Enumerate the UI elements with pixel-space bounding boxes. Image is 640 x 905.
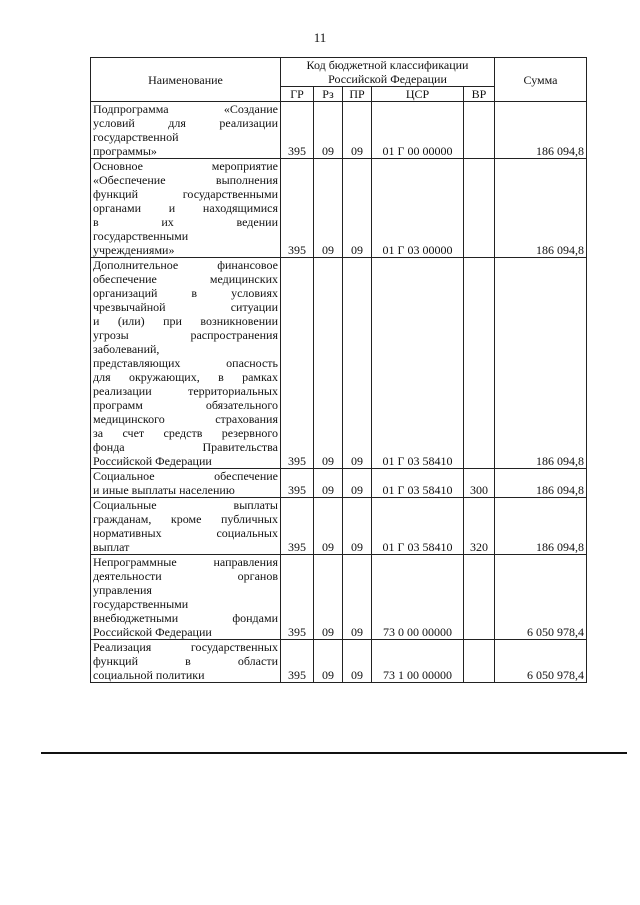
row-name-line: угрозы распространения (93, 328, 278, 342)
cell-pr: 09 (343, 258, 372, 469)
cell-pr: 09 (343, 555, 372, 640)
cell-csr: 01 Г 03 58410 (372, 498, 464, 555)
row-name-line: Непрограммные направления (93, 555, 278, 569)
row-name-line: заболеваний, (93, 342, 160, 356)
row-name-line: Дополнительное финансовое (93, 258, 278, 272)
row-name-line: управления (93, 583, 152, 597)
row-name-line: Российской Федерации (93, 625, 212, 639)
row-name-line: государственными (93, 597, 189, 611)
cell-vr (464, 159, 495, 258)
bottom-rule (41, 752, 627, 754)
row-name-line: учреждениями» (93, 243, 175, 257)
row-name (91, 102, 281, 159)
cell-pr: 09 (343, 102, 372, 159)
table-row (91, 258, 587, 469)
row-name (91, 469, 281, 498)
row-name-line: нормативных социальных (93, 526, 278, 540)
cell-sum: 186 094,8 (495, 102, 587, 159)
cell-gr: 395 (281, 102, 314, 159)
cell-rz: 09 (314, 469, 343, 498)
row-name (91, 498, 281, 555)
row-name (91, 555, 281, 640)
cell-csr: 01 Г 03 00000 (372, 159, 464, 258)
row-name-line: в их ведении (93, 215, 278, 229)
cell-gr: 395 (281, 498, 314, 555)
row-name-line: Основное мероприятие (93, 159, 278, 173)
row-name-line: обеспечение медицинских (93, 272, 278, 286)
row-name-line: социальной политики (93, 668, 205, 682)
cell-rz: 09 (314, 102, 343, 159)
cell-gr: 395 (281, 469, 314, 498)
row-name-line: чрезвычайной ситуации (93, 300, 278, 314)
cell-gr: 395 (281, 555, 314, 640)
cell-pr: 09 (343, 159, 372, 258)
row-name (91, 159, 281, 258)
table-row (91, 159, 587, 258)
header-code-group: Код бюджетной классификации Российской Федерации (281, 58, 495, 87)
row-name-line: Социальное обеспечение (93, 469, 278, 483)
row-name-line: за счет средств резервного (93, 426, 278, 440)
table-body (91, 102, 587, 683)
header-sum: Сумма (495, 58, 587, 102)
cell-sum: 186 094,8 (495, 469, 587, 498)
row-name-line: программы» (93, 144, 157, 158)
cell-csr: 73 0 00 00000 (372, 555, 464, 640)
row-name-line: Российской Федерации (93, 454, 212, 468)
row-name-line: и иные выплаты населению (93, 483, 235, 497)
row-name-line: «Обеспечение выполнения (93, 173, 278, 187)
row-name-line: гражданам, кроме публичных (93, 512, 278, 526)
row-name-line: организаций в условиях (93, 286, 278, 300)
cell-rz: 09 (314, 640, 343, 683)
header-vr: ВР (464, 87, 495, 102)
cell-csr: 73 1 00 00000 (372, 640, 464, 683)
row-name-line: представляющих опасность (93, 356, 278, 370)
header-name: Наименование (91, 58, 281, 102)
cell-vr: 320 (464, 498, 495, 555)
cell-sum: 186 094,8 (495, 159, 587, 258)
row-name-line: фонда Правительства (93, 440, 278, 454)
cell-vr (464, 258, 495, 469)
cell-sum: 186 094,8 (495, 498, 587, 555)
table-row (91, 555, 587, 640)
row-name-line: программ обязательного (93, 398, 278, 412)
table-header (91, 58, 587, 102)
table-row (91, 498, 587, 555)
row-name-line: функций в области (93, 654, 278, 668)
cell-rz: 09 (314, 498, 343, 555)
row-name-line: и (или) при возникновении (93, 314, 278, 328)
header-csr: ЦСР (372, 87, 464, 102)
budget-table (90, 57, 587, 683)
header-pr: ПР (343, 87, 372, 102)
cell-csr: 01 Г 03 58410 (372, 469, 464, 498)
cell-sum: 186 094,8 (495, 258, 587, 469)
cell-sum: 6 050 978,4 (495, 640, 587, 683)
row-name-line: медицинского страхования (93, 412, 278, 426)
row-name-line: Реализация государственных (93, 640, 278, 654)
row-name (91, 640, 281, 683)
cell-rz: 09 (314, 258, 343, 469)
cell-rz: 09 (314, 555, 343, 640)
cell-gr: 395 (281, 258, 314, 469)
row-name-line: государственной (93, 130, 179, 144)
row-name-line: условий для реализации (93, 116, 278, 130)
table-row (91, 469, 587, 498)
cell-gr: 395 (281, 159, 314, 258)
cell-vr (464, 640, 495, 683)
row-name-line: государственными (93, 229, 189, 243)
table-row (91, 640, 587, 683)
cell-csr: 01 Г 03 58410 (372, 258, 464, 469)
cell-csr: 01 Г 00 00000 (372, 102, 464, 159)
header-rz: Рз (314, 87, 343, 102)
header-gr: ГР (281, 87, 314, 102)
row-name-line: Социальные выплаты (93, 498, 278, 512)
row-name-line: деятельности органов (93, 569, 278, 583)
row-name-line: функций государственными (93, 187, 278, 201)
row-name-line: внебюджетными фондами (93, 611, 278, 625)
cell-pr: 09 (343, 640, 372, 683)
cell-pr: 09 (343, 498, 372, 555)
row-name (91, 258, 281, 469)
page-number: 11 (313, 30, 327, 45)
row-name-line: Подпрограмма «Создание (93, 102, 278, 116)
cell-vr: 300 (464, 469, 495, 498)
cell-vr (464, 102, 495, 159)
cell-rz: 09 (314, 159, 343, 258)
row-name-line: выплат (93, 540, 130, 554)
cell-pr: 09 (343, 469, 372, 498)
row-name-line: органами и находящимися (93, 201, 278, 215)
row-name-line: реализации территориальных (93, 384, 278, 398)
table-row (91, 102, 587, 159)
cell-gr: 395 (281, 640, 314, 683)
cell-vr (464, 555, 495, 640)
row-name-line: для окружающих, в рамках (93, 370, 278, 384)
cell-sum: 6 050 978,4 (495, 555, 587, 640)
